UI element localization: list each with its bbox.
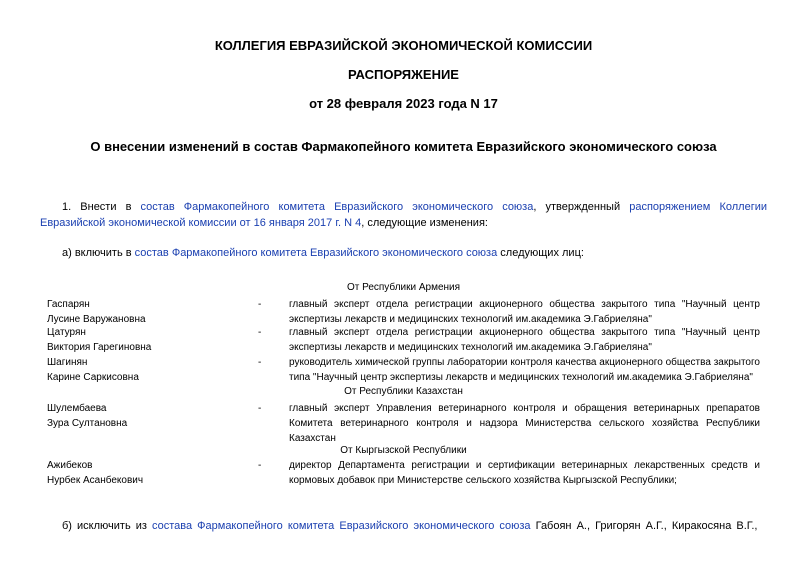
dash-separator: - [258,327,262,338]
member-role: главный эксперт отдела регистрации акционерного общества закрытого типа "Научный центр экспертизы лекарств и медицинских технологий им.академика Э.Габриеляна" [289,327,760,353]
doc-type: РАСПОРЯЖЕНИЕ [348,67,459,82]
member-name: Цатурян Виктория Гарегиновна [47,327,152,353]
para1-text-1: 1. Внести в [62,201,141,213]
link-committee-composition[interactable]: состав Фармакопейного комитета Евразийского экономического союза [140,201,534,213]
para-b-text-2: Габоян А., Григорян А.Г., Киракосяна В.Г., [530,520,758,532]
org-name: КОЛЛЕГИЯ ЕВРАЗИЙСКОЙ ЭКОНОМИЧЕСКОЙ КОМИССИИ [214,38,593,53]
member-name: Шулембаева Зура Султановна [47,403,128,429]
member-name: Ажибеков Нурбек Асанбекович [47,460,144,486]
para-b-text-1: б) исключить из [62,520,152,532]
member-name: Шагинян Карине Саркисовна [47,357,139,383]
paragraph-b [62,518,767,534]
section-armenia: От Республики Армения [346,282,461,293]
link-committee-composition-a[interactable]: состав Фармакопейного комитета Евразийского экономического союза [134,247,498,259]
link-committee-composition-b[interactable]: состава Фармакопейного комитета Евразийского экономического союза [151,520,531,532]
link-decision-2017[interactable]: распоряжением Коллегии Евразийской экономической комиссии от 16 января 2017 г. N 4 [40,201,767,229]
member-role: главный эксперт отдела регистрации акционерного общества закрытого типа "Научный центр экспертизы лекарств и медицинских технологий им.академика Э.Габриеляна" [289,299,760,325]
dash-separator: - [258,460,262,471]
para-a-text-2: следующих лиц: [497,247,584,259]
dash-separator: - [258,299,262,310]
para1-text-2: , утвержденный [533,201,630,213]
member-role: руководитель химической группы лаборатории контроля качества акционерного общества закрытого типа "Научный центр экспертизы лекарств и медицинских технологий им.академика Э.Габриеляна" [289,357,760,383]
dash-separator: - [258,357,262,368]
member-role: главный эксперт Управления ветеринарного контроля и обращения ветеринарных препаратов Комитета ветеринарного контроля и надзора Министерства сельского хозяйства Республики Казахстан [289,403,760,444]
doc-date: от 28 февраля 2023 года N 17 [309,96,498,111]
para-a-text-1: а) включить в [62,247,135,259]
paragraph-a [62,245,767,261]
member-role: директор Департамента регистрации и сертификации ветеринарных лекарственных средств и кормовых добавок при Министерстве сельского хозяйства Кыргызской Республики; [289,460,760,486]
member-name: Гаспарян Лусине Варужановна [47,299,146,325]
doc-title: О внесении изменений в состав Фармакопейного комитета Евразийского экономического союза [90,139,717,154]
dash-separator: - [258,403,262,414]
paragraph-1 [40,199,767,231]
section-kyrgyz: От Кыргызской Республики [340,445,467,456]
para1-text-3: , следующие изменения: [361,217,488,229]
section-kazakhstan: От Республики Казахстан [344,386,463,397]
